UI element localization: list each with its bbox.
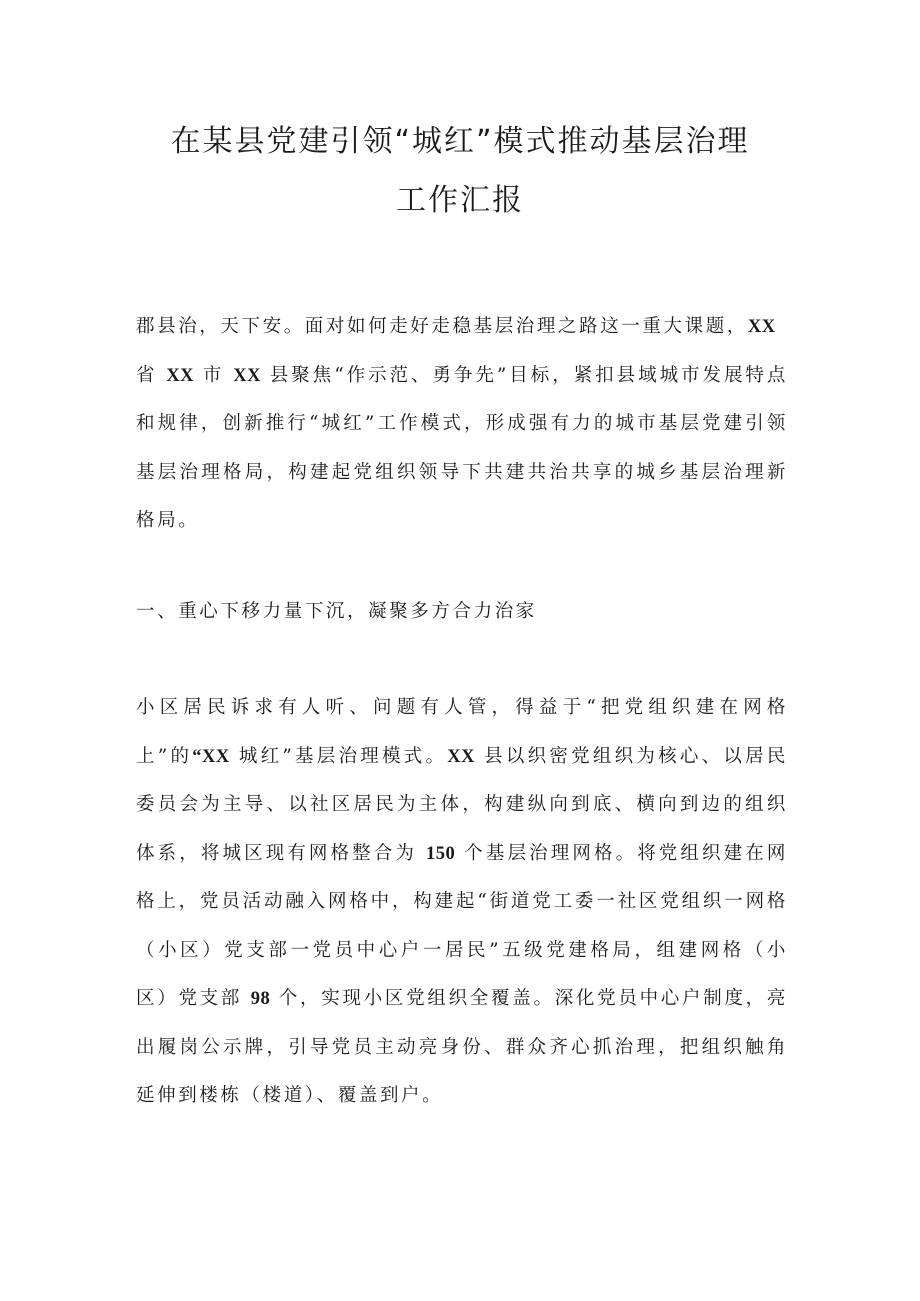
section-1-bold-model: “XX [192,746,230,767]
section-1-text-1: 小区居民诉求有人听、问题有人管，得益于“把党组织建在网格上”的 [136,697,788,767]
intro-paragraph [136,303,788,546]
intro-text-1: 郡县治，天下安。面对如何走好走稳基层治理之路这一重大课题， [136,316,748,337]
intro-bold-city: XX [166,365,195,386]
section-1-bold-grid-count: 150 [426,843,456,864]
section-1-text-5: 个，实现小区党组织全覆盖。深化党员中心户制度，亮出履岗公示牌，引导党员主动亮身份、群众齐心抓治理，把组织触角延伸到楼栋（楼道）、覆盖到户。 [136,988,789,1106]
intro-bold-county: XX [233,365,261,386]
section-1-text-3: 县以织密党组织为核心、以居民委员会为主导、以社区居民为主体，构建纵向到底、横向到边的组织体系，将城区现有网格整合为 [136,745,788,864]
section-1-text-4: 个基层治理网格。将党组织建在网格上，党员活动融入网格中，构建起“街道党工委一社区党组织一网格（小区）党支部一党员中心户一居民”五级党建格局，组建网格（小区）党支部 [136,842,788,1009]
section-1-paragraph [136,684,788,1121]
section-1-bold-county: XX [447,746,476,767]
section-1-heading: 一、重心下移力量下沉，凝聚多方合力治家 [136,601,537,622]
section-1-text-2: 城红”基层治理模式。 [229,745,448,767]
document-title-line-2: 工作汇报 [396,183,524,218]
document-title-line-1: 在某县党建引领“城红”模式推动基层治理 [170,124,750,159]
intro-text-3: 市 [194,364,234,386]
intro-text-4: 县聚焦“作示范、勇争先”目标，紧扣县域城市发展特点和规律，创新推行“城红”工作模式，形成强有力的城市基层党建引领基层治理格局，构建起党组织领导下共建共治共享的城乡基层治理新格局。 [136,364,788,531]
intro-bold-province: XX [747,317,776,337]
section-1-bold-branch-count: 98 [250,989,271,1009]
intro-text-2: 省 [136,364,167,386]
